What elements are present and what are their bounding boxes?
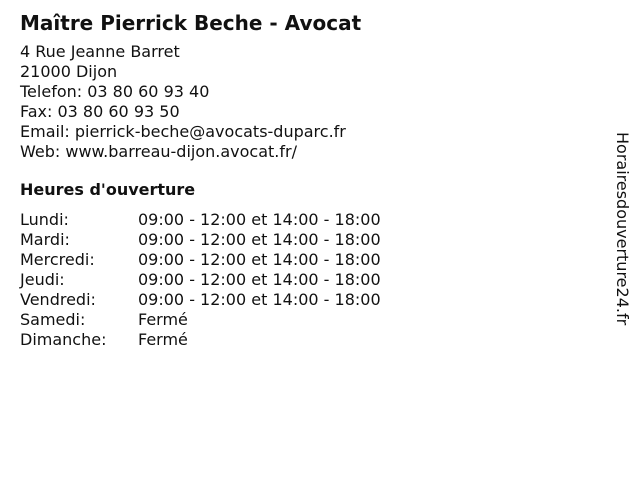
hours-row-sunday xyxy=(20,330,381,350)
postal-city: 21000 Dijon xyxy=(20,62,118,81)
day-hours: Fermé xyxy=(138,330,188,349)
hours-row-tuesday xyxy=(20,230,381,250)
day-label: Mercredi: xyxy=(20,250,95,269)
web-line: Web: www.barreau-dijon.avocat.fr/ xyxy=(20,142,297,161)
day-hours: Fermé xyxy=(138,310,188,329)
day-hours: 09:00 - 12:00 et 14:00 - 18:00 xyxy=(138,270,381,289)
day-label: Vendredi: xyxy=(20,290,96,309)
day-hours: 09:00 - 12:00 et 14:00 - 18:00 xyxy=(138,290,381,309)
hours-row-saturday xyxy=(20,310,381,330)
business-card xyxy=(20,10,580,350)
street-address: 4 Rue Jeanne Barret xyxy=(20,42,180,61)
day-hours: 09:00 - 12:00 et 14:00 - 18:00 xyxy=(138,230,381,249)
hours-row-wednesday xyxy=(20,250,381,270)
day-hours: 09:00 - 12:00 et 14:00 - 18:00 xyxy=(138,210,381,229)
hours-table xyxy=(20,210,381,350)
address-block xyxy=(20,42,580,162)
day-label: Jeudi: xyxy=(20,270,65,289)
hours-row-thursday xyxy=(20,270,381,290)
site-watermark: Horairesdouverture24.fr xyxy=(613,132,632,326)
day-label: Samedi: xyxy=(20,310,86,329)
day-label: Mardi: xyxy=(20,230,70,249)
fax-line: Fax: 03 80 60 93 50 xyxy=(20,102,180,121)
email-line: Email: pierrick-beche@avocats-duparc.fr xyxy=(20,122,346,141)
hours-row-monday xyxy=(20,210,381,230)
hours-heading: Heures d'ouverture xyxy=(20,180,196,199)
day-label: Lundi: xyxy=(20,210,69,229)
day-label: Dimanche: xyxy=(20,330,107,349)
phone-line: Telefon: 03 80 60 93 40 xyxy=(20,82,210,101)
hours-row-friday xyxy=(20,290,381,310)
business-title: Maître Pierrick Beche - Avocat xyxy=(20,11,362,35)
day-hours: 09:00 - 12:00 et 14:00 - 18:00 xyxy=(138,250,381,269)
